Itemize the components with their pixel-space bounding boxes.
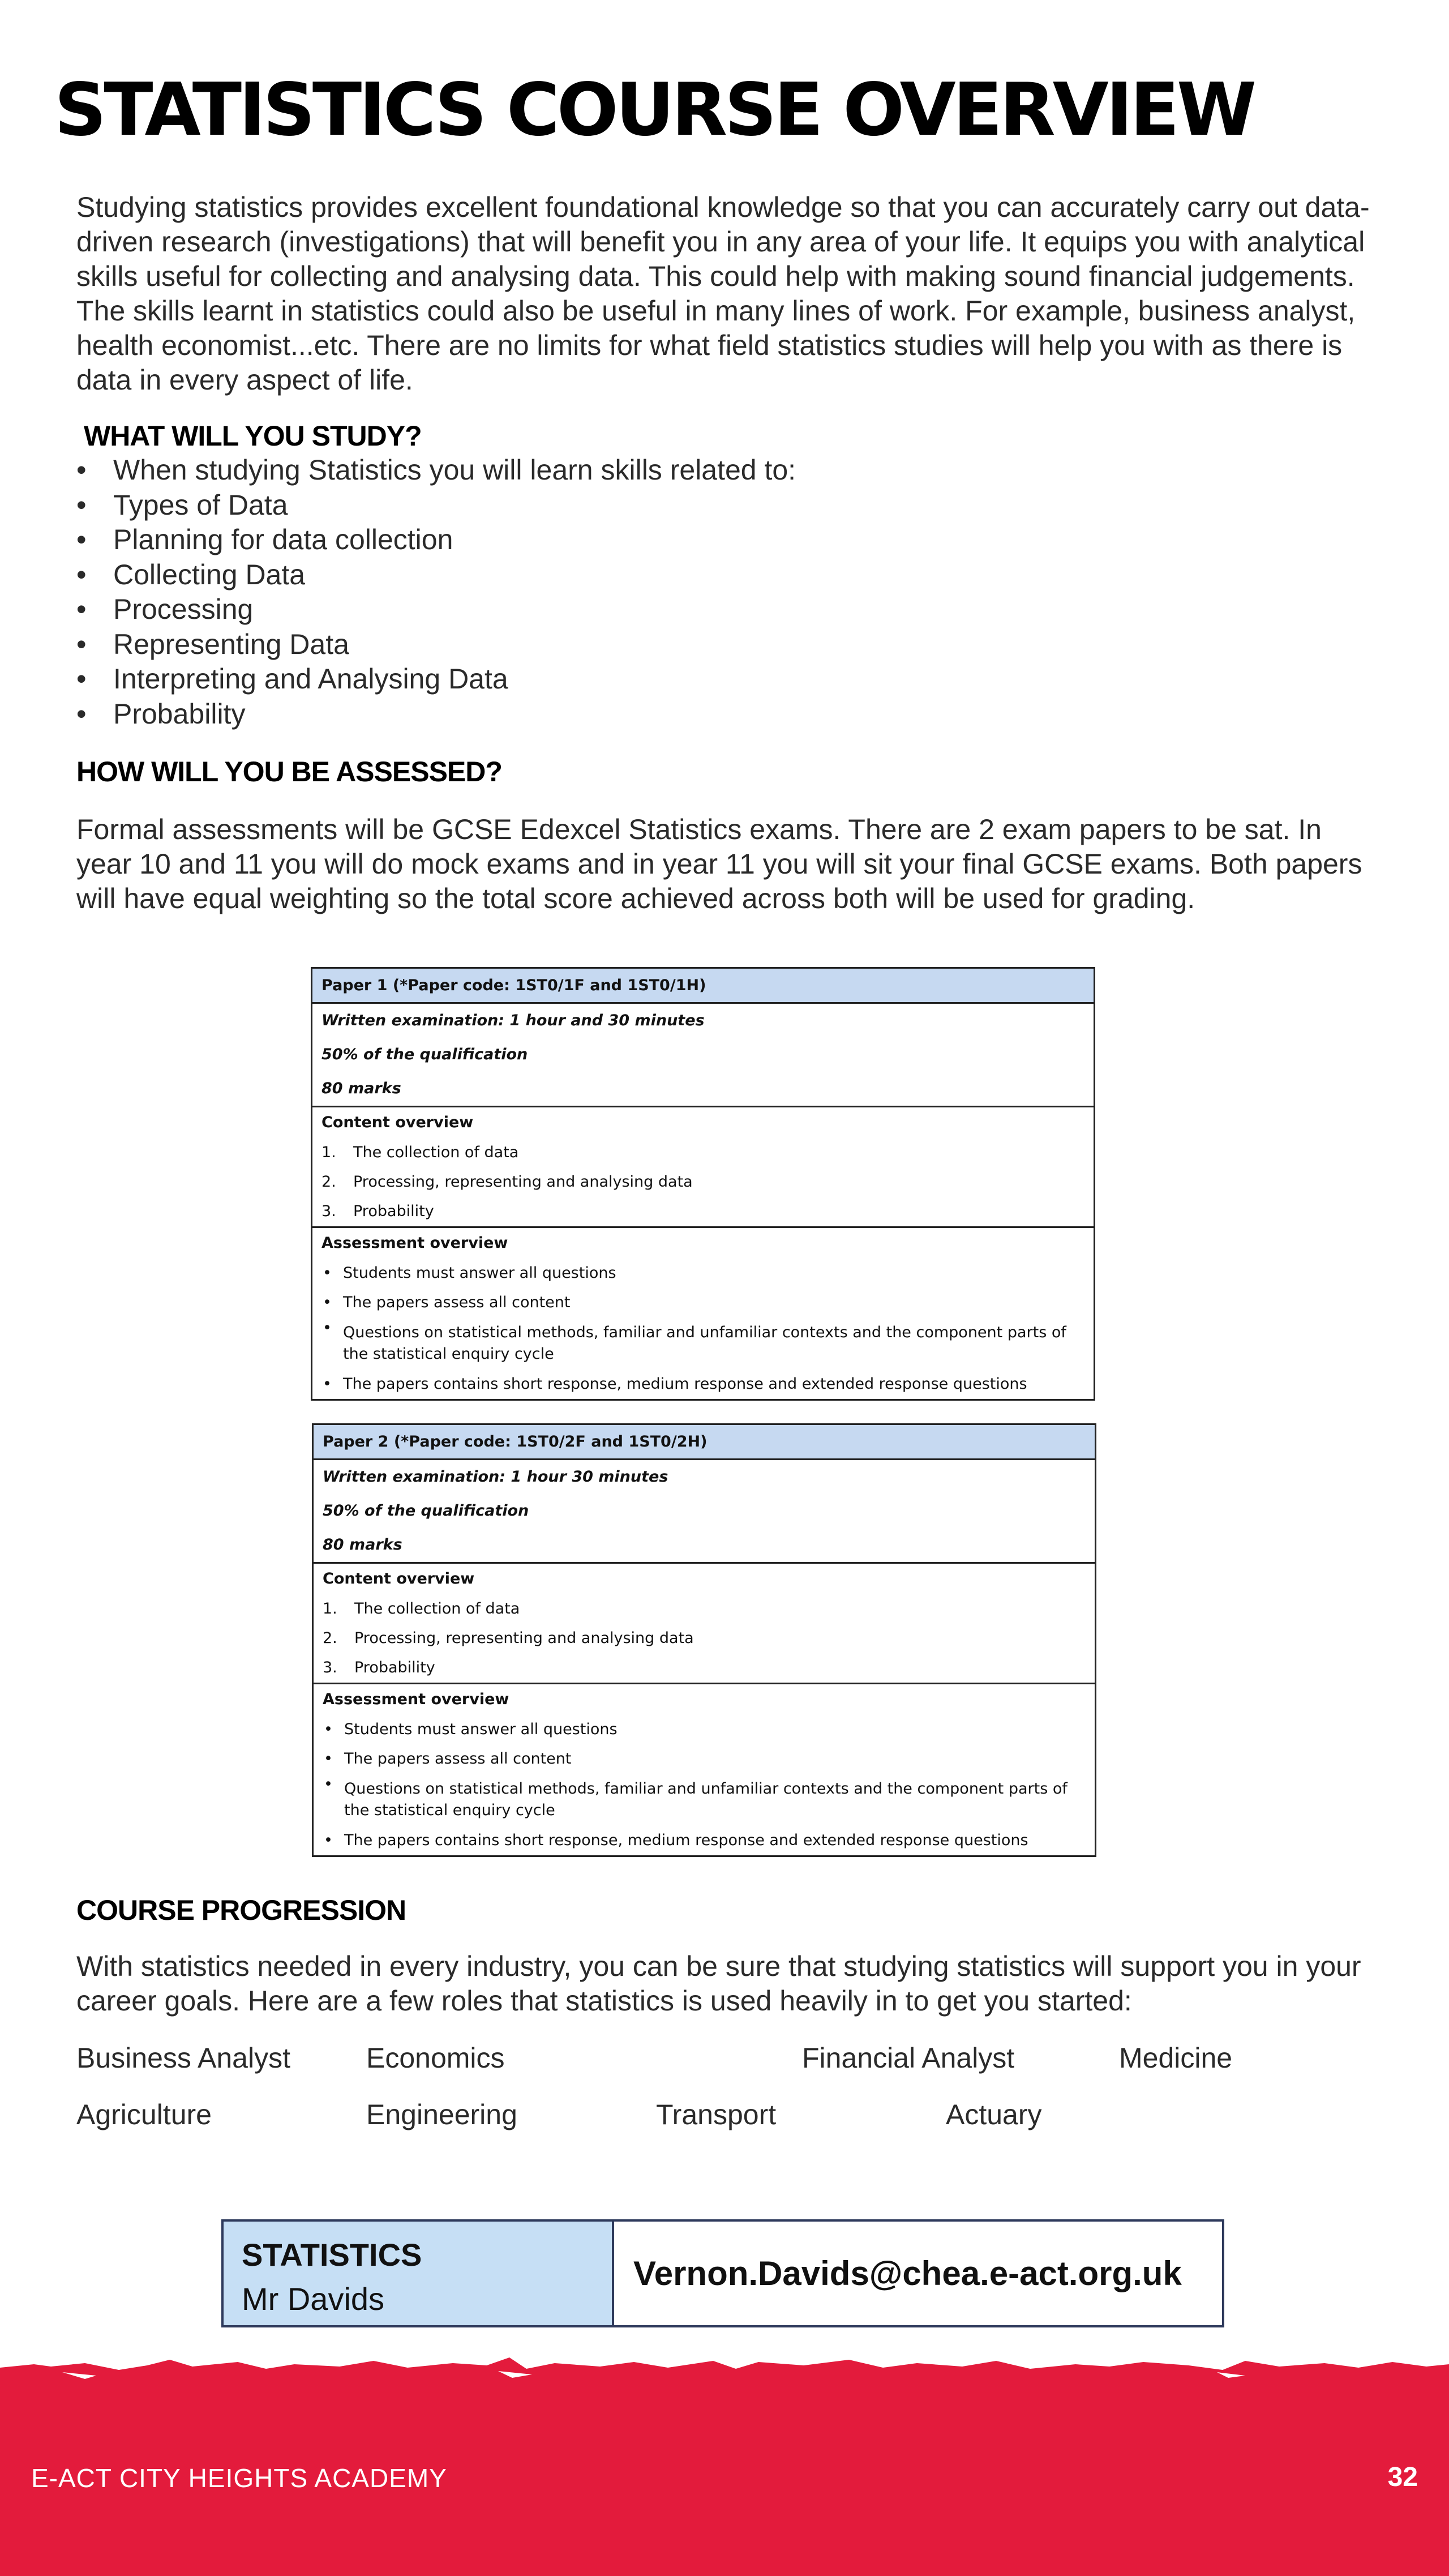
role-item: Business Analyst — [76, 2042, 290, 2074]
exam-weight: 50% of the qualification — [321, 1046, 528, 1063]
progression-paragraph: With statistics needed in every industry, you can be sure that studying statistics will support you in your career goals. Here are a few roles that statistics is used heavily in to get you started: — [76, 1950, 1361, 2017]
list-item: • Interpreting and Analysing Data — [76, 662, 796, 697]
content-item: 1. The collection of data — [323, 1600, 520, 1618]
role-item: Financial Analyst — [802, 2042, 1015, 2074]
content-item: 1. The collection of data — [321, 1144, 519, 1161]
assessment-item: • Students must answer all questions — [321, 1259, 1084, 1288]
list-item: • Processing — [76, 592, 796, 627]
role-item: Economics — [366, 2042, 505, 2074]
list-item: • Representing Data — [76, 627, 796, 662]
progression-heading: COURSE PROGRESSION — [76, 1894, 406, 1926]
exam-marks: 80 marks — [321, 1080, 401, 1097]
study-heading: WHAT WILL YOU STUDY? — [84, 420, 422, 452]
assessment-item: • Questions on statistical methods, familiar and unfamiliar contexts and the component parts of the statistical enquiry cycle — [321, 1317, 1084, 1370]
exam-duration: Written examination: 1 hour and 30 minutes — [321, 1012, 705, 1029]
paper-1-content-overview — [312, 1107, 1094, 1228]
footer-school-name: E-ACT CITY HEIGHTS ACADEMY — [31, 2463, 447, 2493]
page-title: STATISTICS COURSE OVERVIEW — [54, 68, 1254, 152]
contact-email[interactable]: Vernon.Davids@chea.e-act.org.uk — [633, 2254, 1182, 2292]
role-item: Transport — [656, 2099, 777, 2130]
role-item: Actuary — [946, 2099, 1042, 2130]
contact-teacher-cell — [224, 2222, 614, 2325]
content-overview-heading: Content overview — [323, 1570, 475, 1587]
assessment-item: • Students must answer all questions — [323, 1715, 1086, 1744]
contact-box — [221, 2219, 1224, 2327]
paper-2-header: Paper 2 (*Paper code: 1ST0/2F and 1ST0/2H) — [314, 1425, 1095, 1460]
content-item: 2. Processing, representing and analysing data — [321, 1173, 693, 1191]
list-item: • Types of Data — [76, 488, 796, 523]
paper-2-exam-info — [314, 1460, 1095, 1564]
assessment-overview-heading: Assessment overview — [323, 1691, 509, 1708]
page-number: 32 — [1387, 2462, 1418, 2492]
assessment-overview-heading: Assessment overview — [321, 1234, 508, 1252]
role-item: Engineering — [366, 2099, 517, 2130]
paper-1-exam-info — [312, 1004, 1094, 1107]
exam-duration: Written examination: 1 hour 30 minutes — [323, 1468, 668, 1486]
list-item: • When studying Statistics you will learn skills related to: — [76, 453, 796, 488]
role-item: Agriculture — [76, 2099, 212, 2130]
content-item: 3. Probability — [323, 1659, 435, 1676]
exam-marks: 80 marks — [323, 1536, 402, 1554]
exam-weight: 50% of the qualification — [323, 1502, 529, 1520]
content-item: 2. Processing, representing and analysing data — [323, 1629, 694, 1647]
list-item: • Collecting Data — [76, 558, 796, 593]
assessment-item: • The papers assess all content — [321, 1288, 1084, 1317]
contact-teacher: Mr Davids — [242, 2281, 385, 2317]
study-list — [76, 453, 796, 731]
paper-2-assessment-overview — [314, 1684, 1095, 1855]
assessment-heading: HOW WILL YOU BE ASSESSED? — [76, 756, 502, 788]
intro-paragraph: Studying statistics provides excellent foundational knowledge so that you can accurately carry out data-driven research (investigations) that will benefit you in any area of your life. It equips you with analytical skills useful for collecting and analysing data. This could help with making sound financial judgements. The skills learnt in statistics could also be useful in many lines of work. For example, business analyst, health economist...etc. There are no limits for what field statistics studies will help you with as there is data in every aspect of life. — [76, 191, 1370, 396]
paper-1-table — [311, 967, 1095, 1401]
paper-2-table — [312, 1423, 1096, 1857]
paper-2-content-overview — [314, 1564, 1095, 1684]
assessment-item: • The papers contains short response, medium response and extended response questions — [321, 1370, 1084, 1399]
paper-1-assessment-overview — [312, 1228, 1094, 1399]
list-item: • Planning for data collection — [76, 523, 796, 558]
contact-subject: STATISTICS — [242, 2237, 422, 2273]
role-item: Medicine — [1119, 2042, 1233, 2074]
content-overview-heading: Content overview — [321, 1114, 474, 1131]
assessment-item: • The papers contains short response, medium response and extended response questions — [323, 1826, 1086, 1855]
assessment-paragraph: Formal assessments will be GCSE Edexcel Statistics exams. There are 2 exam papers to be sat. In year 10 and 11 you will do mock exams and in year 11 you will sit your final GCSE exams. Both papers will have equal weighting so the total score achieved across both will be used for grading. — [76, 814, 1362, 914]
assessment-item: • The papers assess all content — [323, 1744, 1086, 1774]
paper-1-header: Paper 1 (*Paper code: 1ST0/1F and 1ST0/1H) — [312, 969, 1094, 1004]
list-item: • Probability — [76, 697, 796, 732]
content-item: 3. Probability — [321, 1203, 434, 1220]
contact-email-cell — [614, 2222, 1222, 2325]
assessment-item: • Questions on statistical methods, familiar and unfamiliar contexts and the component parts of the statistical enquiry cycle — [323, 1774, 1086, 1826]
